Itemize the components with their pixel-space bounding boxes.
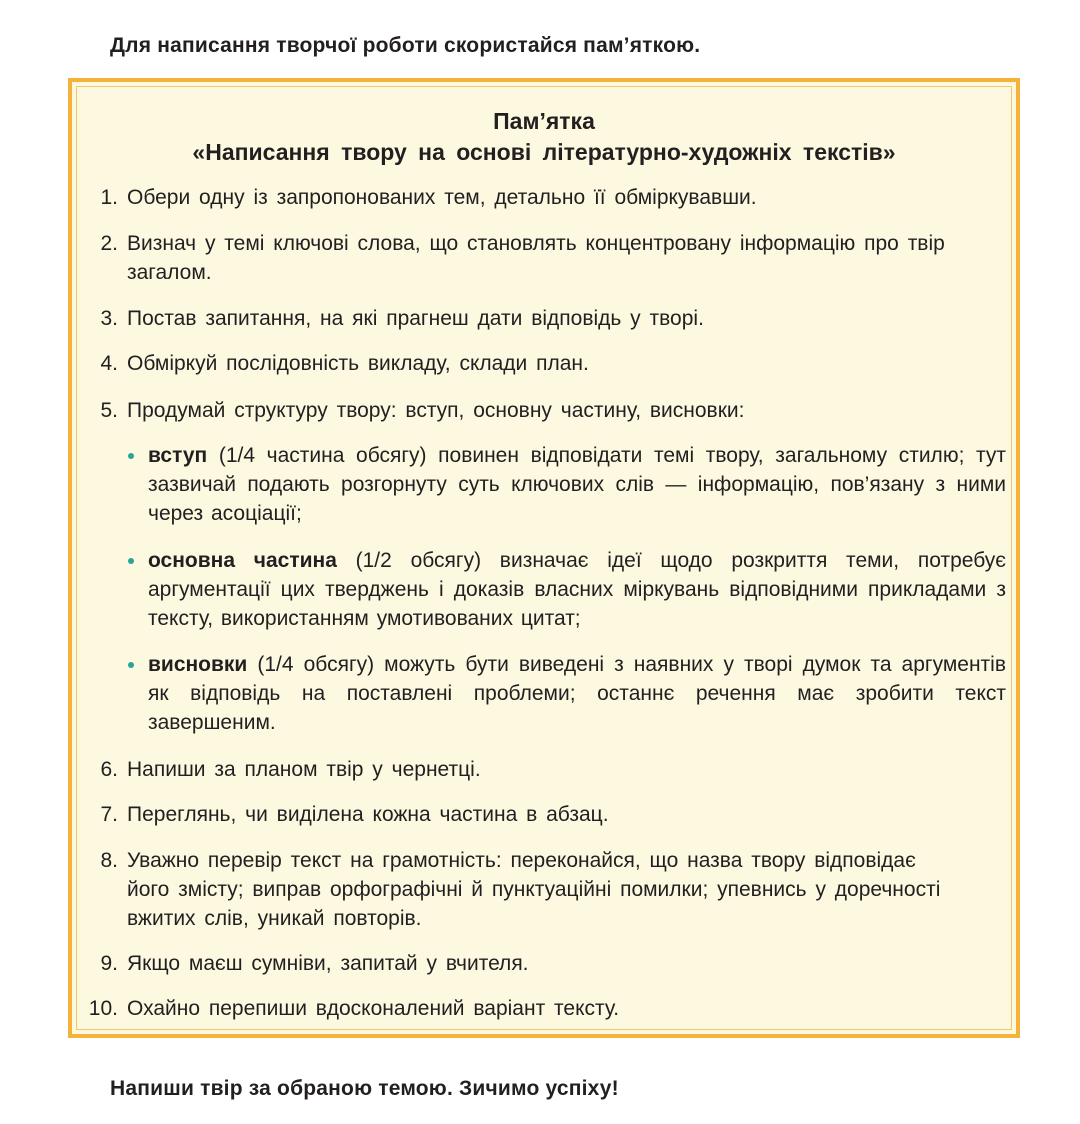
bullet-dot-icon — [128, 453, 134, 459]
item-number: 10. — [88, 997, 118, 1020]
closing-instruction: Напиши твір за обраною темою. Зичимо успіху! — [110, 1077, 619, 1100]
bullet-text — [148, 546, 1006, 633]
item-number: 9. — [100, 952, 118, 975]
bullet-text — [148, 441, 1006, 528]
item-text: Визнач у темі ключові слова, що становлять концентровану інформацію про твір загалом. — [127, 232, 945, 284]
item-number: 4. — [100, 352, 118, 375]
item-number: 8. — [100, 849, 118, 872]
item-number: 5. — [100, 399, 118, 422]
item-number: 2. — [100, 232, 118, 255]
bullet-term: вступ — [148, 444, 208, 467]
item-text: Напиши за планом твір у чернетці. — [127, 758, 481, 781]
item-number: 1. — [100, 186, 118, 209]
bullet-term: висновки — [148, 653, 248, 676]
item-text: Якщо маєш сумніви, запитай у вчителя. — [127, 952, 529, 975]
item-text: Обміркуй послідовність викладу, склади план. — [127, 352, 589, 375]
item-text: Уважно перевір текст на грамотність: переконайся, що назва твору відповідає його змісту; виправ орфографічні й пунктуаційні помилки; упевнись у доречності вжитих слів, уникай повторів. — [127, 849, 941, 930]
item-number: 3. — [100, 307, 118, 330]
bullet-text — [148, 650, 1006, 737]
item-text: Постав запитання, на які прагнеш дати відповідь у творі. — [127, 307, 704, 330]
bullet-dot-icon — [128, 558, 134, 564]
item-text: Продумай структуру твору: вступ, основну частину, висновки: — [127, 399, 745, 422]
memo-box — [68, 78, 1020, 1038]
bullet-description: (1/2 обсягу) визначає ідеї щодо розкриття теми, потребує аргументації цих тверджень і доказів власних міркувань відповідними прикладами з тексту, використанням умотивованих цитат; — [148, 549, 1006, 630]
bullet-description: (1/4 частина обсягу) повинен відповідати темі твору, загальному стилю; тут зазвичай подають розгорнуту суть ключових слів — інформацію, пов’язану з ними через асоціації; — [148, 444, 1006, 525]
bullet-term: основна частина — [148, 549, 337, 572]
item-number: 6. — [100, 758, 118, 781]
intro-instruction: Для написання творчої роботи скористайся пам’яткою. — [110, 34, 701, 57]
item-text: Обери одну із запропонованих тем, детально її обміркувавши. — [127, 186, 757, 209]
memo-list — [72, 82, 1016, 1034]
item-number: 7. — [100, 803, 118, 826]
item-text: Переглянь, чи виділена кожна частина в абзац. — [127, 803, 609, 826]
item-text: Охайно перепиши вдосконалений варіант тексту. — [127, 997, 620, 1020]
bullet-dot-icon — [128, 662, 134, 668]
memo-title: Пам’ятка — [493, 108, 595, 134]
memo-subtitle: «Написання твору на основі літературно-художніх текстів» — [192, 139, 896, 165]
bullet-description: (1/4 обсягу) можуть бути виведені з наявних у творі думок та аргументів як відповідь на поставлені проблеми; останнє речення має зробити текст завершеним. — [148, 653, 1006, 734]
